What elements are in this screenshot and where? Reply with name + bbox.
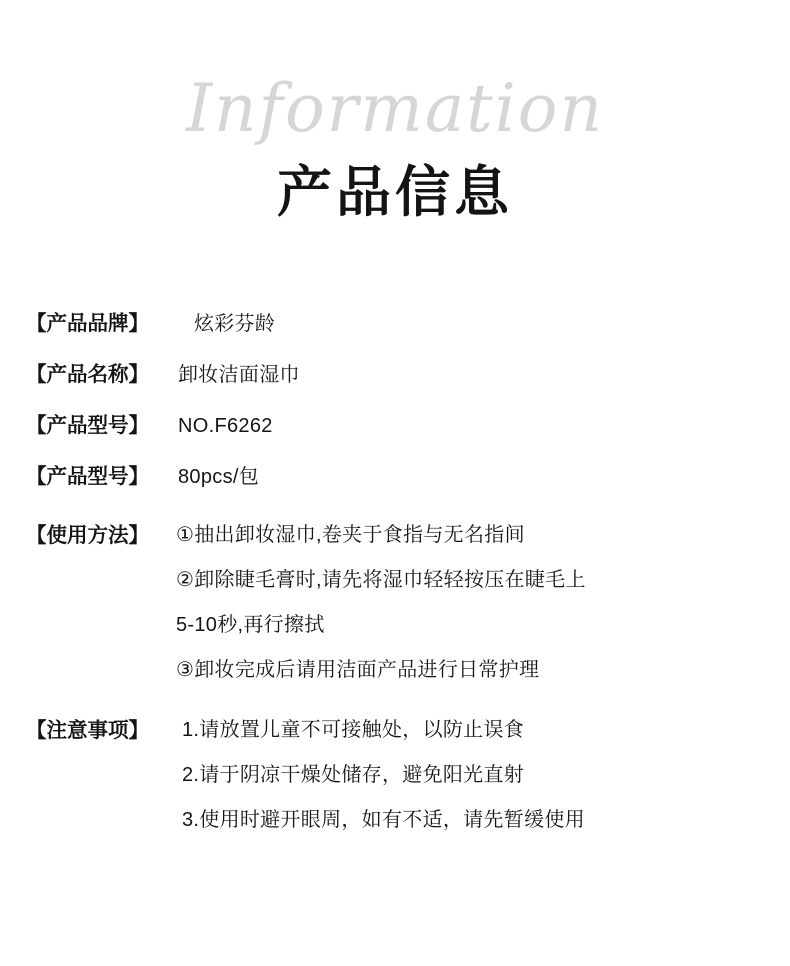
info-row-brand: [26, 310, 766, 339]
info-value: 80pcs/包: [178, 466, 260, 488]
info-row-model: [26, 412, 766, 441]
info-label: 【产品型号】: [26, 465, 149, 488]
usage-line: ①抽出卸妆湿巾,卷夹于食指与无名指间: [176, 524, 525, 546]
note-line: 3.使用时避开眼周，如有不适，请先暂缓使用: [182, 809, 585, 831]
usage-line: 5-10秒,再行擦拭: [176, 614, 325, 636]
page-title: 产品信息: [276, 161, 513, 223]
info-label-usage: 【使用方法】: [26, 524, 149, 547]
info-row-usage: [26, 522, 766, 683]
info-row-notes: [26, 717, 766, 833]
note-line: 2.请于阴凉干燥处储存，避免阳光直射: [182, 764, 525, 786]
info-row-name: [26, 361, 766, 390]
info-value: 炫彩芬龄: [194, 313, 276, 335]
info-value: NO.F6262: [178, 415, 273, 437]
usage-line: ③卸妆完成后请用洁面产品进行日常护理: [176, 659, 540, 681]
usage-line: ②卸除睫毛膏时,请先将湿巾轻轻按压在睫毛上: [176, 569, 586, 591]
info-label: 【产品名称】: [26, 363, 149, 386]
info-label: 【产品型号】: [26, 414, 149, 437]
info-row-quantity: [26, 463, 766, 492]
usage-lines: [168, 522, 586, 683]
info-label: 【产品品牌】: [26, 312, 149, 335]
notes-lines: [168, 717, 585, 833]
info-value: 卸妆洁面湿巾: [178, 364, 300, 386]
product-info-list: [26, 310, 766, 855]
note-line: 1.请放置儿童不可接触处，以防止误食: [182, 719, 525, 741]
page-header: [0, 0, 790, 250]
info-label-notes: 【注意事项】: [26, 719, 149, 742]
decorative-script-title: Information: [185, 70, 605, 147]
